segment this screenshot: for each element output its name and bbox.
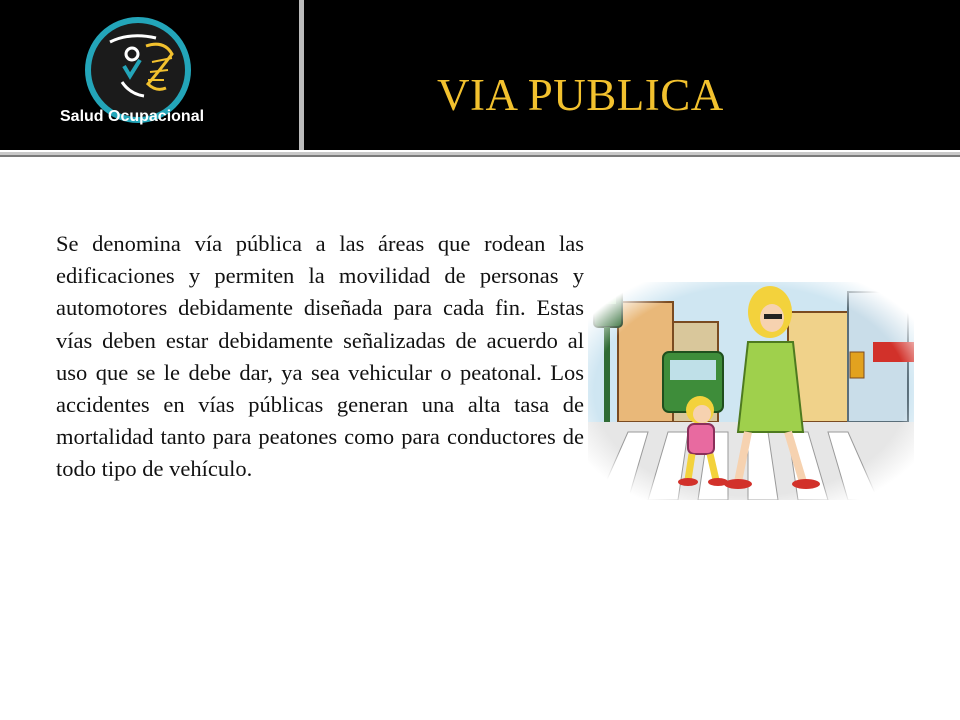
- logo-text: Salud Ocupacional: [60, 108, 205, 125]
- pedestrian-crossing-image: [588, 282, 914, 500]
- body-paragraph: Se denomina vía pública a las áreas que rodean las edificaciones y permiten la movilidad de personas y automotores debidamente diseñada para cada fin. Estas vías deben estar debidamente señalizadas de acuerdo al uso que se le debe dar, ya sea vehicular o peatonal. Los accidentes en vías públicas generan una alta tasa de mortalidad tanto para peatones como para conductores de todo tipo de vehículo.: [56, 231, 584, 482]
- logo: [60, 10, 240, 140]
- pedestrian-crossing-illustration: [588, 282, 914, 500]
- header-rule-shadow: [0, 155, 960, 157]
- header-divider: [299, 0, 304, 150]
- page-title: VIA PUBLICA: [437, 70, 724, 120]
